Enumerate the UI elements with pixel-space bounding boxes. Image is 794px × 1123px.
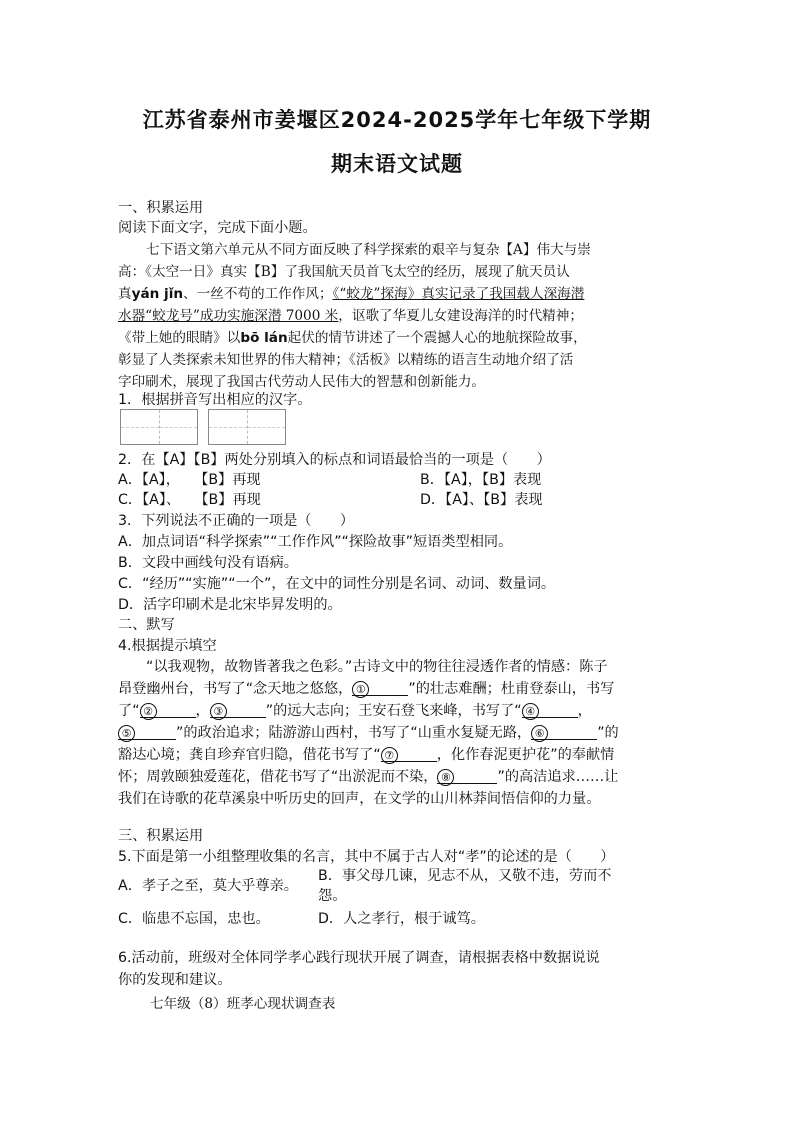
answer-cell[interactable] (121, 410, 160, 444)
blank-number: ① (352, 681, 369, 698)
question-6: 6.活动前，班级对全体同学孝心践行现状开展了调查，请根据表格中数据说说 (118, 950, 600, 966)
blank-8[interactable] (437, 767, 497, 784)
answer-grid-1[interactable] (120, 409, 198, 445)
blank-5[interactable] (118, 723, 176, 740)
pinyin-yanjin: yán jǐn (131, 286, 184, 302)
q3-option-b[interactable]: B．文段中画线句没有语病。 (118, 555, 298, 571)
q5-option-d[interactable]: D．人之孝行，根于诚笃。 (318, 911, 485, 927)
pinyin-bolan: bō lán (240, 330, 288, 346)
underlined-sentence: 水器“蛟龙号”成功实施深潜 7000 米 (118, 308, 339, 324)
table-title: 七年级（8）班孝心现状调查表 (150, 996, 336, 1012)
blank-number: ⑧ (437, 769, 454, 786)
passage-text: 、一丝不苟的工作作风； (183, 286, 333, 302)
q3-option-a[interactable]: A．加点词语“科学探索”“工作作风”“探险故事”短语类型相同。 (118, 534, 513, 550)
question-4: 4.根据提示填空 (118, 638, 217, 654)
passage-line: 彰显了人类探索未知世界的伟大精神；《活板》以精练的语言生动地介绍了活 (118, 352, 574, 368)
q2-option-a[interactable]: A．【A】， 【B】再现 (118, 472, 261, 488)
q4-text: 昂登幽州台，书写了“念天地之悠悠， (118, 681, 353, 697)
answer-cell[interactable] (160, 410, 198, 444)
passage-line: 七下语文第六单元从不同方面反映了科学探索的艰辛与复杂【A】伟大与崇 (146, 242, 591, 258)
q4-text-line (118, 679, 678, 699)
answer-grid-2[interactable] (208, 409, 286, 445)
q4-text: ， (195, 703, 210, 719)
passage-line: 高：《太空一日》真实【B】了我国航天员首飞太空的经历，展现了航天员认 (118, 264, 570, 280)
question-3: 3．下列说法不正确的一项是（ ） (118, 513, 355, 529)
blank-6[interactable] (531, 723, 597, 740)
blank-number: ③ (210, 703, 227, 720)
blank-3[interactable] (210, 701, 266, 718)
passage-line (118, 284, 678, 304)
q3-option-d[interactable]: D．活字印刷术是北宋毕昇发明的。 (118, 597, 342, 613)
blank-number: ⑦ (381, 747, 398, 764)
exam-title-line2: 期末语文试题 (331, 152, 463, 176)
q2-option-c[interactable]: C．【A】、 【B】再现 (118, 492, 261, 508)
blank-number: ④ (522, 703, 539, 720)
q3-option-c[interactable]: C．“经历”“实施”“一个”，在文中的词性分别是名词、动词、数量词。 (118, 576, 556, 592)
q2-option-b[interactable]: B．【A】，【B】表现 (420, 472, 542, 488)
q4-text: ”的高洁追求……让 (497, 769, 619, 785)
blank-4[interactable] (522, 701, 578, 718)
section1-heading: 一、积累运用 (118, 200, 204, 216)
q5-option-b-cont[interactable]: 怨。 (318, 888, 347, 904)
section2-heading: 二、默写 (118, 617, 175, 633)
q4-text-line (118, 767, 678, 787)
passage-text: 起伏的情节讲述了一个震撼人心的地航探险故事， (287, 330, 587, 346)
exam-title-line1: 江苏省泰州市姜堰区2024-2025学年七年级下学期 (142, 108, 652, 132)
q4-text: 了“ (118, 703, 140, 719)
passage-text: 《带上她的眼睛》以 (118, 330, 241, 346)
q2-option-d[interactable]: D．【A】、【B】表现 (420, 492, 543, 508)
q5-option-a[interactable]: A．孝子之至，莫大乎尊亲。 (118, 878, 298, 894)
blank-number: ⑥ (531, 725, 548, 742)
q5-option-b[interactable]: B．事父母几谏，见志不从，又敬不违，劳而不 (318, 868, 612, 884)
passage-text: 真 (118, 286, 132, 302)
blank-7[interactable] (381, 745, 437, 762)
q4-text: ”的政治追求；陆游游山西村，书写了“山重水复疑无路， (176, 725, 532, 741)
q4-text: ”的壮志难酬；杜甫登泰山，书写 (408, 681, 615, 697)
q4-text: ，化作春泥更护花”的奉献情 (436, 747, 615, 763)
passage-line: 字印刷术，展现了我国古代劳动人民伟大的智慧和创新能力。 (118, 374, 486, 390)
passage-line (118, 328, 678, 348)
question-1: 1．根据拼音写出相应的汉字。 (118, 392, 312, 408)
q4-text: ， (577, 703, 592, 719)
question-6-cont: 你的发现和建议。 (118, 972, 232, 988)
q5-option-c[interactable]: C．临患不忘国，忠也。 (118, 911, 270, 927)
q4-text-line (118, 723, 678, 743)
q4-text-line: “以我观物，故物皆著我之色彩。”古诗文中的物往往浸透作者的情感：陈子 (146, 659, 608, 675)
blank-1[interactable] (352, 679, 408, 696)
q4-text: 豁达心境；龚自珍弃官归隐，借花书写了“ (118, 747, 381, 763)
q4-text: 怀；周敦颐独爱莲花，借花书写了“出淤泥而不染， (118, 769, 438, 785)
passage-line (118, 306, 678, 326)
answer-cell[interactable] (248, 410, 286, 444)
blank-number: ② (140, 703, 157, 720)
answer-cell[interactable] (209, 410, 248, 444)
question-5: 5.下面是第一小组整理收集的名言，其中不属于古人对“孝”的论述的是（ ） (118, 849, 615, 865)
q4-text: ”的远大志向；王安石登飞来峰，书写了“ (265, 703, 522, 719)
q4-text-line (118, 745, 678, 765)
blank-2[interactable] (140, 701, 196, 718)
underlined-sentence: 《“蛟龙”探海》真实记录了我国载人深海潜 (332, 286, 585, 302)
passage-text: ，讴歌了华夏儿女建设海洋的时代精神； (338, 308, 583, 324)
question-2: 2．在【A】【B】两处分别填入的标点和词语最恰当的一项是（ ） (118, 452, 551, 468)
section3-heading: 三、积累运用 (118, 828, 204, 844)
q4-text-line (118, 701, 678, 721)
q4-text: ”的 (597, 725, 619, 741)
reading-instruction: 阅读下面文字，完成下面小题。 (118, 220, 317, 236)
q4-text-line: 我们在诗歌的花草溪泉中听历史的回声，在文学的山川林莽间悟信仰的力量。 (118, 791, 601, 807)
blank-number: ⑤ (118, 725, 135, 742)
